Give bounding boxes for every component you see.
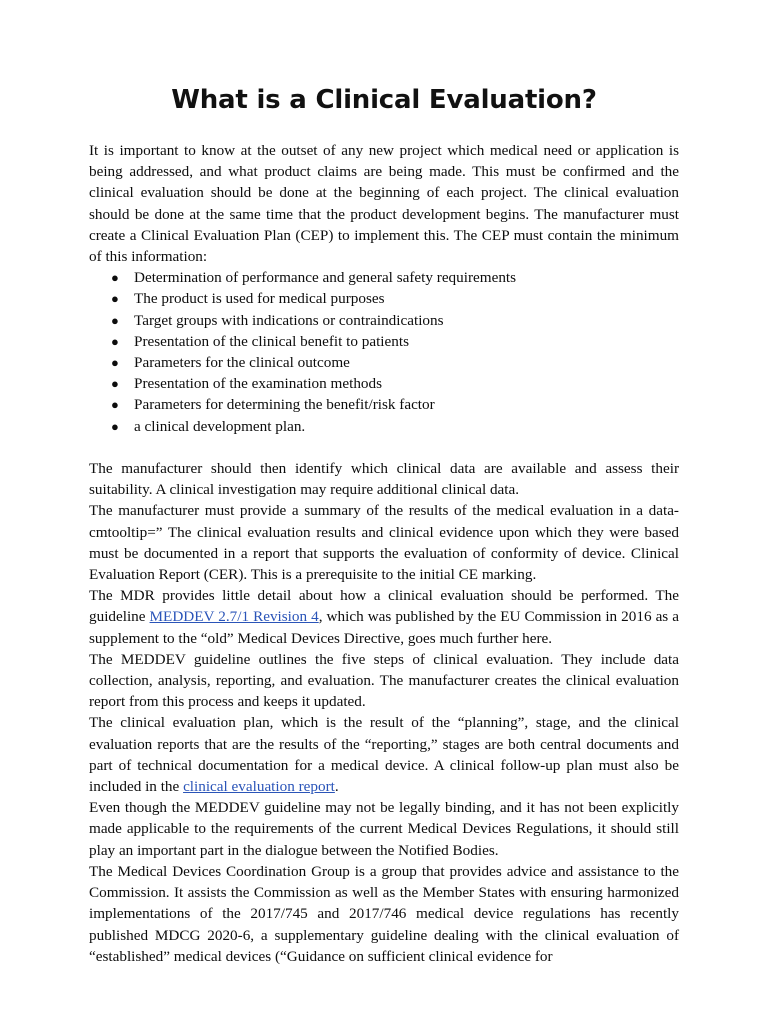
meddev-guideline-link[interactable]: MEDDEV 2.7/1 Revision 4 (149, 608, 319, 626)
bullet-icon: ● (111, 333, 119, 349)
cep-requirements-list (89, 267, 679, 437)
paragraph-cep (89, 712, 679, 797)
bullet-icon: ● (111, 418, 119, 434)
paragraph-mdr-text-before: The MDR provides little detail about how a clinical evaluation should be performed. The guideline (89, 587, 679, 626)
list-item-label: Presentation of the examination methods (134, 375, 383, 393)
document-content (89, 0, 679, 967)
list-item (89, 373, 679, 394)
list-item-label: Presentation of the clinical benefit to patients (134, 332, 409, 350)
paragraph-mdcg: The Medical Devices Coordination Group is a group that provides advice and assistance to the Commission. It assists the Commission as well as the Member States with ensuring harmonized implementations of the 2017/745 and 2017/746 medical device regulations has recently published MDCG 2020-6, a supplementary guideline dealing with the clinical evaluation of “established” medical devices (“Guidance on sufficient clinical evidence for (89, 862, 679, 965)
list-item-label: Determination of performance and general safety requirements (134, 269, 517, 287)
paragraph-cep-text-after: . (334, 778, 339, 796)
list-item (89, 394, 679, 415)
list-item (89, 416, 679, 437)
list-item-label: Target groups with indications or contraindications (134, 311, 444, 329)
bullet-icon: ● (111, 312, 119, 328)
list-item (89, 288, 679, 309)
list-item (89, 267, 679, 288)
paragraph-mdr (89, 585, 679, 649)
paragraph-spacer (89, 437, 679, 458)
clinical-evaluation-report-link[interactable]: clinical evaluation report (183, 778, 335, 796)
paragraph-suitability: The manufacturer should then identify which clinical data are available and assess their suitability. A clinical investigation may require additional clinical data. (89, 460, 679, 499)
list-item (89, 331, 679, 352)
paragraph-summary: The manufacturer must provide a summary of the results of the medical evaluation in a data-cmtooltip=” The clinical evaluation results and clinical evidence upon which they were based must be documented in a report that supports the evaluation of conformity of device. Clinical Evaluation Report (CER). This is a prerequisite to the initial CE marking. (89, 502, 679, 584)
bullet-icon: ● (111, 376, 119, 392)
paragraph-intro: It is important to know at the outset of any new project which medical need or application is being addressed, and what product claims are being made. This must be confirmed and the clinical evaluation should be done at the beginning of each project. The clinical evaluation should be done at the same time that the product development begins. The manufacturer must create a Clinical Evaluation Plan (CEP) to implement this. The CEP must contain the minimum of this information: (89, 142, 679, 266)
list-item (89, 310, 679, 331)
bullet-icon: ● (111, 397, 119, 413)
list-item-label: Parameters for determining the benefit/risk factor (134, 396, 435, 414)
bullet-icon: ● (111, 291, 119, 307)
page-title: What is a Clinical Evaluation? (171, 85, 597, 115)
list-item-label: a clinical development plan. (134, 417, 306, 435)
list-item (89, 352, 679, 373)
list-item-label: The product is used for medical purposes (134, 290, 385, 308)
paragraph-meddev-steps: The MEDDEV guideline outlines the five steps of clinical evaluation. They include data collection, analysis, reporting, and evaluation. The manufacturer creates the clinical evaluation report from this process and keeps it updated. (89, 650, 679, 711)
paragraph-binding: Even though the MEDDEV guideline may not be legally binding, and it has not been explicitly made applicable to the requirements of the current Medical Devices Regulations, it should still play an important part in the dialogue between the Notified Bodies. (89, 799, 679, 859)
bullet-icon: ● (111, 270, 119, 286)
paragraph-cep-text-before: The clinical evaluation plan, which is the result of the “planning”, stage, and the clinical evaluation reports that are the results of the “reporting,” stages are both central documents and part of technical documentation for a medical device. A clinical follow-up plan must also be included in the (89, 714, 679, 796)
bullet-icon: ● (111, 355, 119, 371)
list-item-label: Parameters for the clinical outcome (134, 354, 350, 372)
paragraph-mdr-text-after: , which was published by the EU Commission in 2016 as a supplement to the “old” Medical Devices Directive, goes much further here. (89, 608, 679, 647)
